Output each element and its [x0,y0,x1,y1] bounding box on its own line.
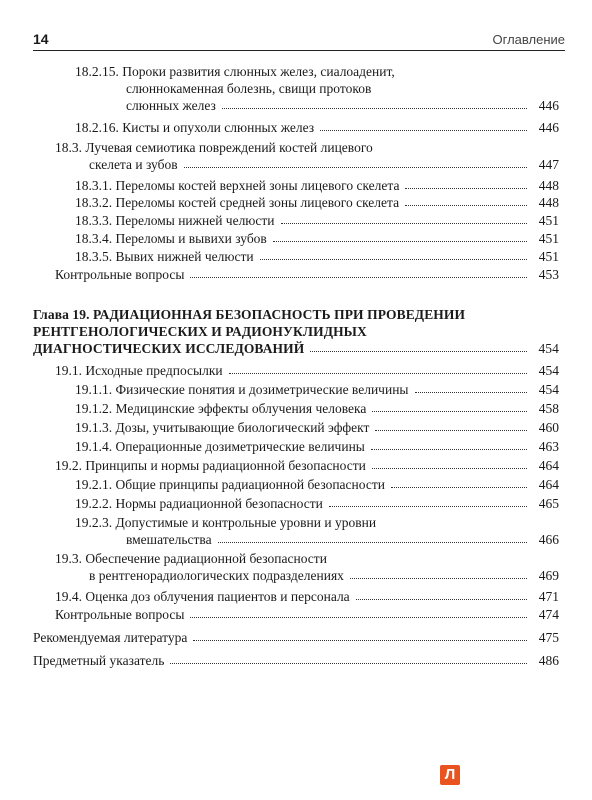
dot-leader [218,542,527,543]
toc-page-number: 454 [538,341,559,356]
toc-page-number: 447 [538,157,559,172]
toc-entry-text: в рентгенорадиологических подразделениях [89,568,344,583]
toc-page-number: 451 [538,249,559,264]
toc-entry[interactable] [75,119,559,136]
toc-entry[interactable] [75,514,559,548]
toc-entry-text: 19.4. Оценка доз облучения пациентов и персонала [55,589,350,604]
dot-leader [405,188,527,189]
toc-entry-text: 19.1. Исходные предпосылки [55,363,223,378]
toc-entry-text: 19.1.1. Физические понятия и дозиметрические величины [75,382,409,397]
toc-entry[interactable] [33,629,559,646]
toc-entry[interactable] [75,248,559,265]
dot-leader [184,167,527,168]
toc-entry-text: скелета и зубов [89,157,178,172]
dot-leader [415,392,528,393]
toc-entry-text: 18.3.5. Вывих нижней челюсти [75,249,254,264]
toc-entry[interactable] [75,419,559,436]
toc-page-number: 451 [538,231,559,246]
toc-page-number: 446 [538,120,559,135]
toc-page-number: 446 [538,98,559,113]
toc-page-number: 464 [538,458,559,473]
toc-page-number: 454 [538,382,559,397]
toc-entry-text: 18.3.1. Переломы костей верхней зоны лицевого скелета [75,178,400,193]
toc-entry-text: 18.3.2. Переломы костей средней зоны лицевого скелета [75,195,400,210]
toc-entry-text: 19.2. Принципы и нормы радиационной безопасности [55,458,366,473]
toc-entry-text: 18.3. Лучевая семиотика повреждений костей лицевого [55,140,373,155]
toc-entry[interactable] [55,362,559,379]
toc-page-number: 464 [538,477,559,492]
toc-entry[interactable] [55,139,559,173]
dot-leader [329,506,527,507]
toc-entry[interactable] [55,550,559,584]
toc-entry[interactable] [55,588,559,605]
toc-entry-text: 18.2.15. Пороки развития слюнных желез, сиалоаденит, [75,64,395,79]
toc-entry[interactable] [75,381,559,398]
dot-leader [356,599,527,600]
toc-chapter-title: ДИАГНОСТИЧЕСКИХ ИССЛЕДОВАНИЙ [33,341,305,356]
dot-leader [222,108,527,109]
running-title: Оглавление [492,32,565,47]
dot-leader [260,259,527,260]
toc-entry[interactable] [55,457,559,474]
toc-page-number: 460 [538,420,559,435]
dot-leader [375,430,527,431]
toc-page-number: 474 [538,607,559,622]
toc-entry[interactable] [75,438,559,455]
dot-leader [190,617,527,618]
toc-page-number: 466 [538,532,559,547]
toc-entry-text: слюнных желез [126,98,216,113]
dot-leader [281,223,527,224]
dot-leader [372,411,527,412]
toc-entry-text: Контрольные вопросы [55,267,185,282]
toc-chapter-entry[interactable] [33,306,559,357]
dot-leader [190,277,527,278]
toc-entry[interactable] [75,63,559,114]
toc-entry[interactable] [75,194,559,211]
toc-entry-text: 18.3.4. Переломы и вывихи зубов [75,231,267,246]
toc-page-number: 475 [538,630,559,645]
toc-page-number: 458 [538,401,559,416]
toc-page-number: 471 [538,589,559,604]
toc-entry[interactable] [55,606,559,623]
dot-leader [229,373,527,374]
toc-page-number: 463 [538,439,559,454]
dot-leader [273,241,527,242]
toc-entry[interactable] [55,266,559,283]
toc-entry-text: 18.3.3. Переломы нижней челюсти [75,213,275,228]
toc-chapter-title: Глава 19. РАДИАЦИОННАЯ БЕЗОПАСНОСТЬ ПРИ ПРОВЕДЕНИИ [33,307,466,322]
toc-entry[interactable] [75,476,559,493]
toc-entry[interactable] [75,212,559,229]
toc-entry-text: Предметный указатель [33,653,165,668]
toc-entry-text: 19.1.2. Медицинские эффекты облучения человека [75,401,367,416]
toc-page-number: 451 [538,213,559,228]
toc-entry-text: 18.2.16. Кисты и опухоли слюнных желез [75,120,315,135]
dot-leader [405,205,527,206]
watermark-logo: Л [440,765,460,785]
toc-entry-text: 19.1.3. Дозы, учитывающие биологический эффект [75,420,370,435]
toc-page-number: 465 [538,496,559,511]
toc-entry-text: 19.2.2. Нормы радиационной безопасности [75,496,323,511]
toc-entry-text: 19.2.1. Общие принципы радиационной безопасности [75,477,385,492]
toc-entry-text: 19.1.4. Операционные дозиметрические величины [75,439,365,454]
toc-page-number: 448 [538,178,559,193]
toc-page-number: 486 [538,653,559,668]
dot-leader [193,640,527,641]
dot-leader [320,130,527,131]
dot-leader [372,468,527,469]
toc-entry[interactable] [75,400,559,417]
toc-entry[interactable] [75,230,559,247]
toc-page-number: 453 [538,267,559,282]
toc-page-number: 454 [538,363,559,378]
dot-leader [391,487,527,488]
toc-entry-text: 19.3. Обеспечение радиационной безопасности [55,551,327,566]
toc-entry[interactable] [75,495,559,512]
dot-leader [371,449,527,450]
toc-entry-text: Рекомендуемая литература [33,630,188,645]
toc-chapter-title: РЕНТГЕНОЛОГИЧЕСКИХ И РАДИОНУКЛИДНЫХ [33,324,367,339]
toc-entry-text: Контрольные вопросы [55,607,185,622]
dot-leader [350,578,527,579]
page-number: 14 [33,31,49,47]
toc-entry-text: 19.2.3. Допустимые и контрольные уровни и уровни [75,515,377,530]
toc-page-number: 448 [538,195,559,210]
toc-entry[interactable] [33,652,559,669]
toc-entry-text: вмешательства [126,532,212,547]
dot-leader [310,351,527,352]
toc-page-number: 469 [538,568,559,583]
toc-entry-text: слюннокаменная болезнь, свищи протоков [126,81,372,96]
dot-leader [170,663,527,664]
toc-entry[interactable] [75,177,559,194]
